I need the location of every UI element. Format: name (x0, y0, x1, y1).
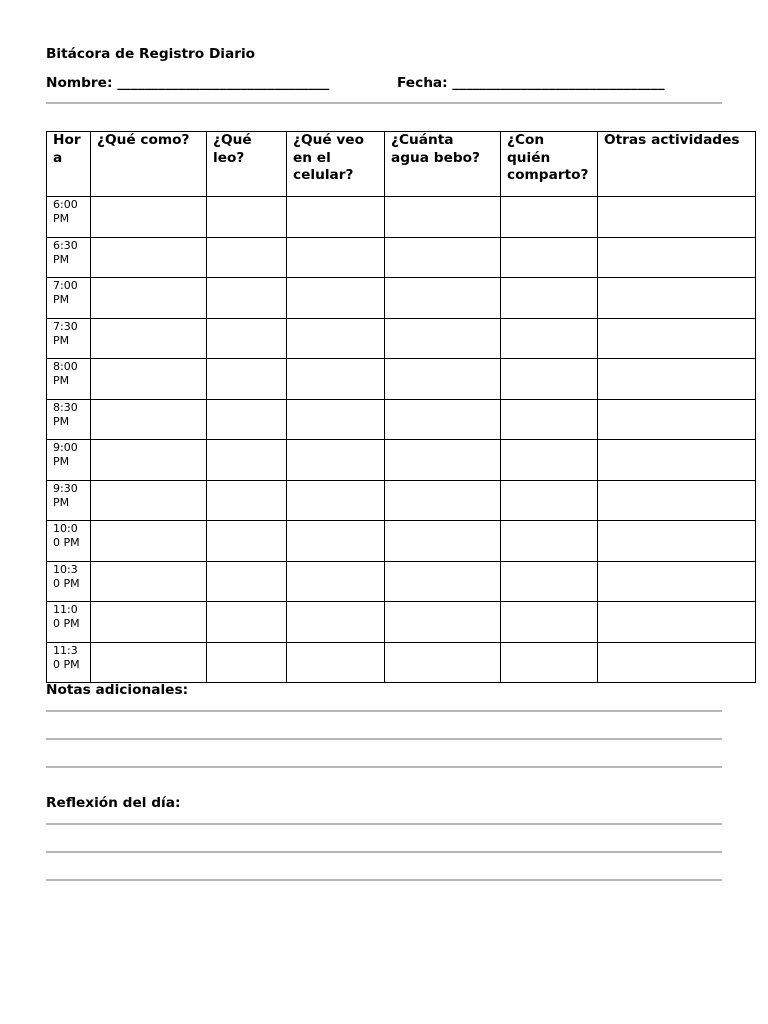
cuanta-agua-cell (385, 399, 501, 440)
time-cell: 7:00 PM (47, 278, 91, 319)
fecha-label: Fecha: (397, 75, 448, 91)
que-veo-cell (287, 480, 385, 521)
con-quien-cell (501, 480, 598, 521)
time-cell: 6:00 PM (47, 197, 91, 238)
cuanta-agua-cell (385, 521, 501, 562)
reflection-line (46, 823, 722, 825)
que-como-cell (91, 480, 207, 521)
fecha-field (397, 75, 665, 92)
que-como-cell (91, 642, 207, 683)
table-row (47, 561, 756, 602)
con-quien-cell (501, 318, 598, 359)
time-cell: 10:30 PM (47, 561, 91, 602)
que-leo-cell (207, 561, 287, 602)
otras-actividades-cell (598, 561, 756, 602)
otras-actividades-cell (598, 521, 756, 562)
que-como-cell (91, 278, 207, 319)
otras-actividades-cell (598, 197, 756, 238)
column-header-que-veo: ¿Qué veo en el celular? (287, 132, 385, 197)
que-veo-cell (287, 602, 385, 643)
time-cell: 11:30 PM (47, 642, 91, 683)
otras-actividades-cell (598, 642, 756, 683)
nombre-field (46, 75, 329, 92)
time-cell: 6:30 PM (47, 237, 91, 278)
con-quien-cell (501, 359, 598, 400)
table-row (47, 602, 756, 643)
que-leo-cell (207, 642, 287, 683)
reflection-line (46, 879, 722, 881)
que-leo-cell (207, 237, 287, 278)
table-row (47, 399, 756, 440)
table-row (47, 480, 756, 521)
cuanta-agua-cell (385, 561, 501, 602)
cuanta-agua-cell (385, 480, 501, 521)
notes-line (46, 710, 722, 712)
otras-actividades-cell (598, 602, 756, 643)
que-leo-cell (207, 197, 287, 238)
que-veo-cell (287, 642, 385, 683)
que-leo-cell (207, 602, 287, 643)
table-row (47, 642, 756, 683)
con-quien-cell (501, 278, 598, 319)
que-como-cell (91, 318, 207, 359)
que-como-cell (91, 521, 207, 562)
que-como-cell (91, 197, 207, 238)
con-quien-cell (501, 561, 598, 602)
que-leo-cell (207, 521, 287, 562)
table-row (47, 278, 756, 319)
document-title: Bitácora de Registro Diario (46, 46, 256, 62)
que-veo-cell (287, 561, 385, 602)
con-quien-cell (501, 521, 598, 562)
otras-actividades-cell (598, 399, 756, 440)
table-row (47, 318, 756, 359)
que-leo-cell (207, 278, 287, 319)
table-row (47, 237, 756, 278)
column-header-hora: Hora (47, 132, 91, 197)
cuanta-agua-cell (385, 318, 501, 359)
con-quien-cell (501, 642, 598, 683)
cuanta-agua-cell (385, 237, 501, 278)
column-header-que-leo: ¿Qué leo? (207, 132, 287, 197)
que-veo-cell (287, 440, 385, 481)
cuanta-agua-cell (385, 602, 501, 643)
con-quien-cell (501, 237, 598, 278)
que-leo-cell (207, 480, 287, 521)
cuanta-agua-cell (385, 440, 501, 481)
que-como-cell (91, 237, 207, 278)
con-quien-cell (501, 197, 598, 238)
que-leo-cell (207, 318, 287, 359)
que-leo-cell (207, 440, 287, 481)
nombre-label: Nombre: (46, 75, 113, 91)
time-cell: 9:30 PM (47, 480, 91, 521)
que-veo-cell (287, 278, 385, 319)
reflection-label: Reflexión del día: (46, 795, 181, 811)
cuanta-agua-cell (385, 642, 501, 683)
que-como-cell (91, 602, 207, 643)
column-header-cuanta-agua: ¿Cuánta agua bebo? (385, 132, 501, 197)
notes-line (46, 766, 722, 768)
time-cell: 9:00 PM (47, 440, 91, 481)
con-quien-cell (501, 399, 598, 440)
con-quien-cell (501, 440, 598, 481)
que-veo-cell (287, 399, 385, 440)
column-header-con-quien: ¿Con quién comparto? (501, 132, 598, 197)
que-veo-cell (287, 197, 385, 238)
que-como-cell (91, 399, 207, 440)
que-como-cell (91, 440, 207, 481)
reflection-line (46, 851, 722, 853)
log-table-body (47, 197, 756, 683)
nombre-underline: _______________________________ (117, 75, 330, 91)
que-leo-cell (207, 399, 287, 440)
que-veo-cell (287, 359, 385, 400)
table-row (47, 521, 756, 562)
que-como-cell (91, 561, 207, 602)
que-veo-cell (287, 318, 385, 359)
otras-actividades-cell (598, 278, 756, 319)
column-header-que-como: ¿Qué como? (91, 132, 207, 197)
que-veo-cell (287, 237, 385, 278)
column-header-otras-actividades: Otras actividades (598, 132, 756, 197)
time-cell: 8:30 PM (47, 399, 91, 440)
con-quien-cell (501, 602, 598, 643)
fecha-underline: _______________________________ (452, 75, 665, 91)
header-divider (46, 102, 722, 104)
table-row (47, 440, 756, 481)
log-table (46, 131, 756, 683)
otras-actividades-cell (598, 237, 756, 278)
time-cell: 7:30 PM (47, 318, 91, 359)
otras-actividades-cell (598, 440, 756, 481)
time-cell: 11:00 PM (47, 602, 91, 643)
table-row (47, 359, 756, 400)
que-como-cell (91, 359, 207, 400)
time-cell: 8:00 PM (47, 359, 91, 400)
otras-actividades-cell (598, 318, 756, 359)
table-row (47, 197, 756, 238)
otras-actividades-cell (598, 359, 756, 400)
notes-line (46, 738, 722, 740)
time-cell: 10:00 PM (47, 521, 91, 562)
que-veo-cell (287, 521, 385, 562)
cuanta-agua-cell (385, 359, 501, 400)
notes-label: Notas adicionales: (46, 682, 189, 698)
header-row (47, 132, 756, 197)
cuanta-agua-cell (385, 197, 501, 238)
que-leo-cell (207, 359, 287, 400)
cuanta-agua-cell (385, 278, 501, 319)
otras-actividades-cell (598, 480, 756, 521)
